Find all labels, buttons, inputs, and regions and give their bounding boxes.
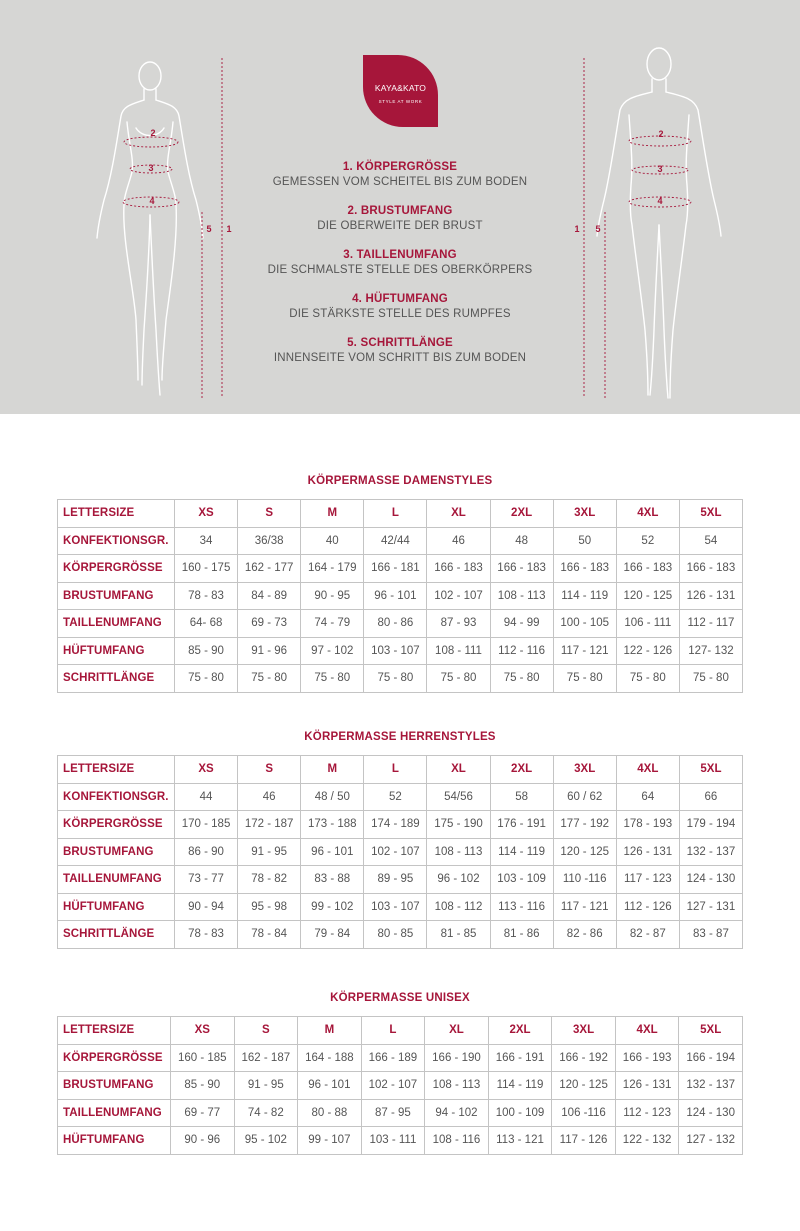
measurement-step-title: 3. TAILLENUMFANG — [343, 249, 457, 261]
male-figure-icon — [597, 48, 721, 398]
table-title-men: KÖRPERMASSE HERRENSTYLES — [304, 731, 496, 743]
row-label: KONFEKTIONSGR. — [58, 783, 175, 811]
table-cell: 78 - 84 — [238, 921, 301, 949]
table-cell: 66 — [679, 783, 742, 811]
table-cell: 40 — [301, 527, 364, 555]
size-header-cell: 2XL — [490, 756, 553, 784]
table-cell: 94 - 102 — [425, 1099, 489, 1127]
table-cell: 82 - 87 — [616, 921, 679, 949]
table-cell: 166 - 183 — [490, 555, 553, 583]
row-label: BRUSTUMFANG — [58, 582, 175, 610]
table-cell: 166 - 183 — [553, 555, 616, 583]
table-cell: 117 - 126 — [552, 1127, 616, 1155]
table-row — [58, 527, 743, 555]
table-cell: 124 - 130 — [679, 1099, 743, 1127]
table-cell: 52 — [616, 527, 679, 555]
measurement-step — [240, 292, 560, 336]
male-marker-3: 3 — [657, 164, 663, 174]
table-cell: 34 — [175, 527, 238, 555]
table-cell: 114 - 119 — [553, 582, 616, 610]
size-table-men — [57, 755, 743, 949]
table-cell: 78 - 82 — [238, 866, 301, 894]
measurement-step-title: 2. BRUSTUMFANG — [347, 205, 453, 217]
table-cell: 75 - 80 — [553, 665, 616, 693]
table-cell: 106 -116 — [552, 1099, 616, 1127]
table-cell: 58 — [490, 783, 553, 811]
size-header-cell: 4XL — [615, 1017, 679, 1045]
table-cell: 48 / 50 — [301, 783, 364, 811]
table-cell: 44 — [175, 783, 238, 811]
size-header-cell: M — [301, 500, 364, 528]
table-cell: 84 - 89 — [238, 582, 301, 610]
table-row — [58, 811, 743, 839]
table-row — [58, 1127, 743, 1155]
table-cell: 103 - 107 — [364, 893, 427, 921]
size-header-cell: 5XL — [679, 756, 742, 784]
table-cell: 75 - 80 — [616, 665, 679, 693]
table-cell: 75 - 80 — [238, 665, 301, 693]
size-header-cell: L — [364, 756, 427, 784]
table-cell: 78 - 83 — [175, 582, 238, 610]
table-cell: 96 - 102 — [427, 866, 490, 894]
table-cell: 46 — [427, 527, 490, 555]
table-header-row — [58, 756, 743, 784]
size-header-cell: XL — [425, 1017, 489, 1045]
table-cell: 79 - 84 — [301, 921, 364, 949]
row-label: LETTERSIZE — [58, 1017, 171, 1045]
table-cell: 75 - 80 — [301, 665, 364, 693]
table-cell: 166 - 181 — [364, 555, 427, 583]
measurement-step — [240, 336, 560, 380]
table-row — [58, 921, 743, 949]
table-cell: 75 - 80 — [175, 665, 238, 693]
table-cell: 86 - 90 — [175, 838, 238, 866]
table-cell: 114 - 119 — [488, 1072, 552, 1100]
table-cell: 48 — [490, 527, 553, 555]
table-cell: 172 - 187 — [238, 811, 301, 839]
measurement-steps — [240, 160, 560, 380]
table-cell: 75 - 80 — [427, 665, 490, 693]
table-cell: 69 - 77 — [171, 1099, 235, 1127]
size-header-cell: XS — [175, 500, 238, 528]
table-cell: 173 - 188 — [301, 811, 364, 839]
size-header-cell: 2XL — [490, 500, 553, 528]
table-cell: 166 - 190 — [425, 1044, 489, 1072]
table-cell: 113 - 116 — [490, 893, 553, 921]
row-label: SCHRITTLÄNGE — [58, 921, 175, 949]
table-row — [58, 610, 743, 638]
table-cell: 162 - 177 — [238, 555, 301, 583]
row-label: LETTERSIZE — [58, 756, 175, 784]
table-cell: 90 - 95 — [301, 582, 364, 610]
table-cell: 103 - 107 — [364, 637, 427, 665]
table-cell: 96 - 101 — [301, 838, 364, 866]
size-header-cell: S — [234, 1017, 298, 1045]
size-header-cell: XL — [427, 500, 490, 528]
table-cell: 175 - 190 — [427, 811, 490, 839]
table-cell: 36/38 — [238, 527, 301, 555]
size-header-cell: S — [238, 756, 301, 784]
table-cell: 81 - 86 — [490, 921, 553, 949]
table-cell: 54/56 — [427, 783, 490, 811]
table-cell: 108 - 116 — [425, 1127, 489, 1155]
table-cell: 80 - 88 — [298, 1099, 362, 1127]
table-cell: 117 - 121 — [553, 637, 616, 665]
table-cell: 176 - 191 — [490, 811, 553, 839]
table-cell: 108 - 113 — [425, 1072, 489, 1100]
table-cell: 52 — [364, 783, 427, 811]
table-cell: 82 - 86 — [553, 921, 616, 949]
table-row — [58, 555, 743, 583]
table-cell: 100 - 105 — [553, 610, 616, 638]
table-cell: 94 - 99 — [490, 610, 553, 638]
table-cell: 42/44 — [364, 527, 427, 555]
size-header-cell: 5XL — [679, 1017, 743, 1045]
row-label: KÖRPERGRÖSSE — [58, 1044, 171, 1072]
female-marker-2: 2 — [150, 128, 156, 138]
table-cell: 126 - 131 — [615, 1072, 679, 1100]
table-cell: 166 - 183 — [427, 555, 490, 583]
table-cell: 108 - 113 — [490, 582, 553, 610]
table-cell: 96 - 101 — [298, 1072, 362, 1100]
table-cell: 95 - 98 — [238, 893, 301, 921]
measurement-step-description: GEMESSEN VOM SCHEITEL BIS ZUM BODEN — [272, 176, 528, 188]
table-cell: 103 - 109 — [490, 866, 553, 894]
table-cell: 120 - 125 — [616, 582, 679, 610]
measurement-step-title: 5. SCHRITTLÄNGE — [347, 337, 453, 349]
table-cell: 108 - 113 — [427, 838, 490, 866]
table-cell: 54 — [679, 527, 742, 555]
table-cell: 96 - 101 — [364, 582, 427, 610]
table-row — [58, 1099, 743, 1127]
table-cell: 80 - 86 — [364, 610, 427, 638]
measurement-step — [240, 160, 560, 204]
table-cell: 177 - 192 — [553, 811, 616, 839]
table-cell: 162 - 187 — [234, 1044, 298, 1072]
measurement-step-title: 1. KÖRPERGRÖSSE — [342, 161, 458, 173]
measurement-step — [240, 204, 560, 248]
row-label: TAILLENUMFANG — [58, 1099, 171, 1127]
table-cell: 112 - 116 — [490, 637, 553, 665]
table-cell: 46 — [238, 783, 301, 811]
table-row — [58, 582, 743, 610]
table-cell: 73 - 77 — [175, 866, 238, 894]
table-cell: 164 - 179 — [301, 555, 364, 583]
table-cell: 64 — [616, 783, 679, 811]
size-header-cell: XS — [175, 756, 238, 784]
table-cell: 75 - 80 — [490, 665, 553, 693]
table-cell: 83 - 87 — [679, 921, 742, 949]
table-row — [58, 783, 743, 811]
size-header-cell: 3XL — [553, 756, 616, 784]
table-cell: 80 - 85 — [364, 921, 427, 949]
table-cell: 120 - 125 — [553, 838, 616, 866]
table-cell: 112 - 123 — [615, 1099, 679, 1127]
measurement-step-description: DIE OBERWEITE DER BRUST — [317, 220, 483, 232]
table-cell: 166 - 194 — [679, 1044, 743, 1072]
table-row — [58, 893, 743, 921]
table-cell: 50 — [553, 527, 616, 555]
table-cell: 166 - 191 — [488, 1044, 552, 1072]
size-header-cell: M — [301, 756, 364, 784]
table-cell: 90 - 94 — [175, 893, 238, 921]
table-cell: 75 - 80 — [679, 665, 742, 693]
table-cell: 99 - 107 — [298, 1127, 362, 1155]
table-cell: 106 - 111 — [616, 610, 679, 638]
table-cell: 117 - 123 — [616, 866, 679, 894]
female-marker-1: 1 — [226, 224, 232, 234]
table-cell: 90 - 96 — [171, 1127, 235, 1155]
table-cell: 100 - 109 — [488, 1099, 552, 1127]
table-cell: 97 - 102 — [301, 637, 364, 665]
table-cell: 112 - 126 — [616, 893, 679, 921]
row-label: BRUSTUMFANG — [58, 1072, 171, 1100]
row-label: HÜFTUMFANG — [58, 1127, 171, 1155]
table-cell: 114 - 119 — [490, 838, 553, 866]
row-label: TAILLENUMFANG — [58, 610, 175, 638]
table-row — [58, 665, 743, 693]
table-header-row — [58, 500, 743, 528]
table-cell: 127 - 131 — [679, 893, 742, 921]
male-marker-4: 4 — [657, 196, 663, 206]
row-label: HÜFTUMFANG — [58, 893, 175, 921]
size-header-cell: 4XL — [616, 756, 679, 784]
table-cell: 117 - 121 — [553, 893, 616, 921]
table-cell: 74 - 79 — [301, 610, 364, 638]
row-label: KONFEKTIONSGR. — [58, 527, 175, 555]
table-cell: 103 - 111 — [361, 1127, 425, 1155]
table-cell: 174 - 189 — [364, 811, 427, 839]
row-label: HÜFTUMFANG — [58, 637, 175, 665]
table-cell: 166 - 189 — [361, 1044, 425, 1072]
size-header-cell: XS — [171, 1017, 235, 1045]
row-label: SCHRITTLÄNGE — [58, 665, 175, 693]
brand-name: KAYA&KATO — [374, 83, 427, 93]
table-cell: 75 - 80 — [364, 665, 427, 693]
table-title-women: KÖRPERMASSE DAMENSTYLES — [307, 475, 493, 487]
male-marker-1: 1 — [574, 224, 580, 234]
table-cell: 64- 68 — [175, 610, 238, 638]
brand-tagline: STYLE AT WORK — [378, 99, 423, 104]
row-label: BRUSTUMFANG — [58, 838, 175, 866]
table-cell: 127- 132 — [679, 637, 742, 665]
table-cell: 102 - 107 — [364, 838, 427, 866]
table-cell: 170 - 185 — [175, 811, 238, 839]
table-cell: 126 - 131 — [616, 838, 679, 866]
table-cell: 102 - 107 — [427, 582, 490, 610]
table-cell: 166 - 193 — [615, 1044, 679, 1072]
table-row — [58, 838, 743, 866]
measurement-step-description: DIE STÄRKSTE STELLE DES RUMPFES — [289, 308, 511, 320]
table-cell: 99 - 102 — [301, 893, 364, 921]
table-cell: 164 - 188 — [298, 1044, 362, 1072]
row-label: TAILLENUMFANG — [58, 866, 175, 894]
table-cell: 178 - 193 — [616, 811, 679, 839]
table-cell: 85 - 90 — [171, 1072, 235, 1100]
table-cell: 60 / 62 — [553, 783, 616, 811]
table-cell: 166 - 183 — [679, 555, 742, 583]
size-table-women — [57, 499, 743, 693]
male-marker-2: 2 — [658, 129, 664, 139]
size-header-cell: 2XL — [488, 1017, 552, 1045]
female-marker-3: 3 — [148, 163, 154, 173]
table-cell: 85 - 90 — [175, 637, 238, 665]
table-cell: 124 - 130 — [679, 866, 742, 894]
table-row — [58, 1072, 743, 1100]
table-cell: 91 - 96 — [238, 637, 301, 665]
table-cell: 91 - 95 — [238, 838, 301, 866]
size-header-cell: 3XL — [552, 1017, 616, 1045]
table-row — [58, 1044, 743, 1072]
measurement-step — [240, 248, 560, 292]
row-label: KÖRPERGRÖSSE — [58, 811, 175, 839]
measurement-step-title: 4. HÜFTUMFANG — [352, 293, 448, 305]
table-cell: 87 - 93 — [427, 610, 490, 638]
female-marker-5: 5 — [206, 224, 212, 234]
measurement-step-description: INNENSEITE VOM SCHRITT BIS ZUM BODEN — [273, 352, 527, 364]
row-label: KÖRPERGRÖSSE — [58, 555, 175, 583]
male-marker-5: 5 — [595, 224, 601, 234]
table-cell: 69 - 73 — [238, 610, 301, 638]
table-cell: 110 -116 — [553, 866, 616, 894]
table-cell: 91 - 95 — [234, 1072, 298, 1100]
table-cell: 102 - 107 — [361, 1072, 425, 1100]
table-cell: 166 - 192 — [552, 1044, 616, 1072]
table-cell: 81 - 85 — [427, 921, 490, 949]
table-cell: 87 - 95 — [361, 1099, 425, 1127]
table-header-row — [58, 1017, 743, 1045]
table-row — [58, 866, 743, 894]
table-cell: 78 - 83 — [175, 921, 238, 949]
table-cell: 83 - 88 — [301, 866, 364, 894]
table-cell: 127 - 132 — [679, 1127, 743, 1155]
size-header-cell: 3XL — [553, 500, 616, 528]
size-header-cell: L — [361, 1017, 425, 1045]
size-table-unisex — [57, 1016, 743, 1155]
table-cell: 89 - 95 — [364, 866, 427, 894]
table-cell: 112 - 117 — [679, 610, 742, 638]
table-cell: 122 - 126 — [616, 637, 679, 665]
measurement-step-description: DIE SCHMALSTE STELLE DES OBERKÖRPERS — [267, 264, 533, 276]
size-header-cell: 4XL — [616, 500, 679, 528]
table-cell: 132 - 137 — [679, 1072, 743, 1100]
table-cell: 120 - 125 — [552, 1072, 616, 1100]
female-figure-icon — [97, 62, 203, 395]
table-cell: 126 - 131 — [679, 582, 742, 610]
table-cell: 160 - 175 — [175, 555, 238, 583]
table-row — [58, 637, 743, 665]
size-header-cell: L — [364, 500, 427, 528]
table-cell: 160 - 185 — [171, 1044, 235, 1072]
size-header-cell: M — [298, 1017, 362, 1045]
size-header-cell: S — [238, 500, 301, 528]
measurement-guide-header — [0, 0, 800, 414]
table-cell: 95 - 102 — [234, 1127, 298, 1155]
table-cell: 179 - 194 — [679, 811, 742, 839]
table-cell: 122 - 132 — [615, 1127, 679, 1155]
table-cell: 108 - 111 — [427, 637, 490, 665]
table-cell: 132 - 137 — [679, 838, 742, 866]
size-header-cell: XL — [427, 756, 490, 784]
table-cell: 113 - 121 — [488, 1127, 552, 1155]
table-title-unisex: KÖRPERMASSE UNISEX — [330, 992, 470, 1004]
table-cell: 108 - 112 — [427, 893, 490, 921]
size-header-cell: 5XL — [679, 500, 742, 528]
table-cell: 74 - 82 — [234, 1099, 298, 1127]
row-label: LETTERSIZE — [58, 500, 175, 528]
table-cell: 166 - 183 — [616, 555, 679, 583]
female-marker-4: 4 — [149, 196, 155, 206]
